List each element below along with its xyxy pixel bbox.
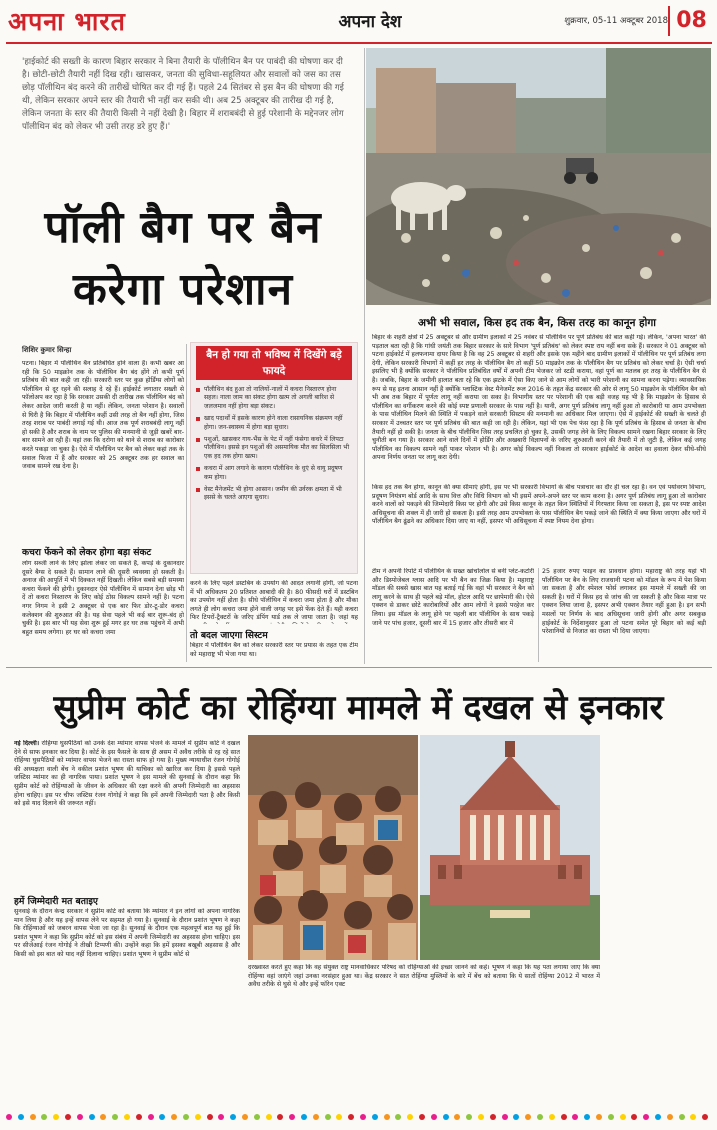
footer-dot [631,1114,637,1120]
footer-dot [159,1114,165,1120]
footer-dot [53,1114,59,1120]
header-rule [6,42,712,44]
footer-dot [419,1114,425,1120]
bullet-icon [196,388,200,392]
footer-dot [171,1114,177,1120]
byline: शिशिर कुमार सिन्हा [22,346,72,354]
footer-dot [100,1114,106,1120]
issue-date: शुक्रवार, 05-11 अक्टूबर 2018 [564,16,668,26]
highlight-item: खाद पदार्थों में इसके कारण होने वाला रासायनिक संक्रमण नहीं होगा। जन-स्वास्थ्य में होगा बड़ा सुधार। [196,415,352,432]
footer-dot [348,1114,354,1120]
footer-dot [384,1114,390,1120]
footer-dot [195,1114,201,1120]
column-divider [538,568,539,662]
footer-dot [325,1114,331,1120]
story2-para1: नई दिल्ली। रोहिंग्या घुसपैठियों को उनके देश म्यांमार वापस भेजने के मामले में सुप्रीम कोर्ट ने दखल देने से साफ इनकार कर दिया है। कोर्ट के इस फैसले के साथ ही असम में अवैध तरीके से रह रहे सात रोहिंग्या घुसपैठियों को म्यांमार वापस भेजने का रास्ता साफ हो गया है। मुख्य न्यायाधीश रंजन गोगोई की अध्यक्षता वाली बेंच ने वकील प्रशांत भूषण की याचिका को खारिज कर दिया है इससे पहले जस्टिस म्यांमार का ही नागरिक पाया। प्रशांत भूषण ने इस मामले की सुनवाई के दौरान कहा कि सुप्रीम कोर्ट को रोहिंग्याओं के जीवन के अधिकार की रक्षा करने की अपनी जिम्मेदारी का अहसास होना चाहिए। इस पर चीफ जस्टिस रंजन गोगोई ने कहा कि हमें अपनी जिम्मेदारी पता है और किसी को इसे याद दिलाने की जरूरत नहीं। [14,740,240,808]
footer-dot [584,1114,590,1120]
highlight-title: बैन हो गया तो भविष्य में दिखेंगे बड़े फायदे [196,346,352,380]
section-rule [6,667,712,668]
story2-subhead: हमें जिम्मेदारी मत बताइए [14,896,98,907]
footer-dot [124,1114,130,1120]
highlight-item: वेस्ट मैनेजमेंट भी होगा आसान। जमीन की उर्वरक क्षमता में भी इससे के चलते आएगा सुधार। [196,486,352,503]
footer-dot [30,1114,36,1120]
footer-dot [431,1114,437,1120]
footer-dot [148,1114,154,1120]
footer-dot [266,1114,272,1120]
footer-dot [301,1114,307,1120]
footer-dot [620,1114,626,1120]
footer-dot [289,1114,295,1120]
footer-dot [596,1114,602,1120]
story2-headline: सुप्रीम कोर्ट का रोहिंग्या मामले में दखल से इनकार [53,688,664,728]
bullet-icon [196,467,200,471]
footer-dot [207,1114,213,1120]
footer-dot [183,1114,189,1120]
rohingya-crowd-photo [248,735,418,960]
footer-dot [313,1114,319,1120]
footer-dot [360,1114,366,1120]
footer-dot [41,1114,47,1120]
bullet-icon [196,488,200,492]
page-number: 08 [668,6,713,36]
garbage-street-photo [366,48,711,305]
lead-col2-para2: बिहार में पॉलीथिन बैन को लेकर सरकारी स्तर पर प्रयास के तहत एक टीम को महाराष्ट्र भी भेजा गया था। [190,642,358,658]
footer-dot [702,1114,708,1120]
footer-dot [89,1114,95,1120]
footer-dot [254,1114,260,1120]
footer-dot [537,1114,543,1120]
lead-intro: 'हाईकोर्ट की सख्ती के कारण बिहार सरकार ने बिना तैयारी के पॉलीथिन बैन पर पाबंदी की घोषणा कर दी है। छोटी-छोटी तैयारी नहीं दिख रही। खासकर, जनता की सुविधा-सहूलियत और सवालों को जस का तस छोड़ पॉलीथिन बंद करने की तारीखें घोषित कर दी गई हैं। पहले 24 सितंबर से इस बैन की घोषणा की गई थी, लेकिन सरकार अपने स्तर की तैयारी भी नहीं कर सकी थी। अब 25 अक्टूबर की तारीख दी गई है, लेकिन जनता के स्तर की तैयारी किसी ने नहीं देखी है। बिहार में शराबबंदी से हुई परेशानी के मद्देनजर लोग पॉलीथिन बंद को लेकर भी उसी तरह डरे हुए हैं।' [22,57,344,133]
story2-spacer [604,740,708,741]
footer-dot [18,1114,24,1120]
lead-headline-line1: पॉली बैग पर बैन [44,202,322,253]
footer-dot [667,1114,673,1120]
footer-dot [454,1114,460,1120]
lead-headline-line2: करेगा परेशान [73,264,293,315]
photo-caption: अभी भी सवाल, किस हद तक बैन, किस तरह का कानून होगा [418,317,656,329]
column-divider [364,48,365,664]
footer-dot [230,1114,236,1120]
footer-dot [490,1114,496,1120]
footer-dot [561,1114,567,1120]
footer-dot [136,1114,142,1120]
footer-dot [443,1114,449,1120]
footer-color-dots [6,1112,712,1122]
footer-dot [643,1114,649,1120]
lead-right-para2: किस हद तक बैन होगा, कानून की क्या सीमाएं होंगी, इस पर भी सरकारी विभागों के बीच पत्राचार का दौर ही चल रहा है। वन एवं पर्यावरण विभाग, प्रदूषण नियंत्रण बोर्ड आदि के साथ वित्त और विधि विभाग को भी इसमें अपने-अपने स्तर पर काम करना है। अगर पूर्ण प्रतिबंध लागू हुआ तो कारोबार करने वालों को पकड़ने की जिम्मेदारी किस पर होगी और उसे किस कानून के तहत किन स्थितियों में गिरफ्तार किया जा सकता है, इस पर स्पष्ट आदेश अधिसूचना की शक्ल में ही जारी हो सकता है। इसी तरह आम उपभोक्ता के पास पॉलीथिन बैग पकड़े जाने की स्थिति में क्या किया जाएगा और घरों में पॉलीथिन बैग ढूंढने का अधिकार दिया जाए या नहीं, इसपर भी अधिसूचना में स्पष्ट नियम देना होगा। [372,484,706,526]
highlight-item: पशुओं, खासकर गाय-भैंस के पेट में नहीं फंसेगा कचरे में लिपटा पॉलीथिन। इससे इन पशुओं की असमायिक मौत का सिलसिला भी एक हद तक होगा खत्म। [196,436,352,461]
footer-dot [77,1114,83,1120]
masthead-logo: अपना भारत [8,7,126,36]
bullet-icon [196,438,200,442]
highlight-list [196,386,352,507]
footer-dot [513,1114,519,1120]
footer-dot [65,1114,71,1120]
footer-dot [407,1114,413,1120]
lead-right-col-b: 25 हजार रुपए फाइन का प्रावधान होगा। महाराष्ट्र की तरह यहां भी पॉलीथिन पर बैन के लिए राजधानी पटना को मॉडल के रूप में पेश किया जा सकता है और स्पेशल फोर्स लगाकर इस मामले में सख्ती की जा सकती है। घरों में किस हद से जांच की जा सकती है और किस मात्रा पर एक्शन लिया जाना है, इसपर अभी एक्शन तैयार नहीं हुआ है। इन सभी मसलों पर निर्णय के बाद अधिसूचना जारी होगी और अगर सबकुछ हाईकोर्ट के निर्देशानुसार हुआ तो पटना समेत पूरे बिहार को कई बड़ी परेशानियों से निजात का रास्ता भी दिया जाएगा। [542,568,706,636]
lead-subhead-garbage: कचरा फेंकने को लेकर होगा बड़ा संकट [22,547,152,558]
lead-right-col-a: टीम ने अपनी रिपोर्ट में पॉलीथिन के सख्त खांचोंलोल से बनी प्लेट-कटोरी और डिस्पोजेबल ग्लास आदि पर भी बैन का जिक्र किया है। महाराष्ट्र मॉडल की सबसे खास बात यह बताई गई कि वहां भी सरकार ने बैन को लागू करने के साथ ही पहले बड़े मॉल, होटल आदि पर छापेमारी की। ऐसे एक्शन से डाकर छोटे कारोबारियों और आम लोगों ने इससे परहेज कर लिया। इस मॉडल के लागू होने पर पहली बार पॉलीथिन के साथ पकड़े जाने पर पांच हजार, दूसरी बार में 15 हजार और तीसरी बार में [372,568,534,627]
footer-dot [372,1114,378,1120]
footer-dot [466,1114,472,1120]
lead-col2-para1: करने के लिए पहले डस्टबिन के उपयोग की आदत लगानी होगी, जो पटना में भी अधिकतम 20 प्रतिशत आबादी की है। 80 फीसदी घरों में डस्टबिन का उपयोग नहीं होता है। सीधे पॉलीथिन में कचरा जमा होता है और मौका लगते ही लोग कचरा जमा होने वाली जगह पर इसे फेंक देते हैं। यही कचरा फिर टिपरों-ट्रैक्टरों के जरिए डंपिंग यार्ड तक ले जाया जाता है। जहां यह [190,580,358,622]
section-title: अपना देश [338,12,402,32]
story2-para3: दरख्वास्त करते हुए कहा कि वह संयुक्त राष्ट्र मानवाधिकार परिषद को रोहिंग्याओं की इच्छा जानने को कहे। भूषण ने कहा कि यह पता लगाया जाए कि क्या रोहिंग्या वहां जाएंगे जहां उनका नरसंहार हुआ था। केंद्र सरकार ने सात रोहिंग्या मुस्लिमों के बारे में बेंच को बताया कि ये सातों रोहिंग्या 2012 में भारत में अवैध तरीके से घुसे थे और इन्हें फॉरेन एक्ट [248,964,600,989]
footer-dot [690,1114,696,1120]
footer-dot [242,1114,248,1120]
footer-dot [525,1114,531,1120]
footer-dot [502,1114,508,1120]
lead-col1-para2: लोग सब्जी लाने के लिए झोला लेकर जा सकते हैं, कपड़े के दुकानदार दूसरे बैग्स दे सकते हैं। सामान लाने की दूसरी व्यवस्था हो सकती है। अनाज की आपूर्ति में भी दिक्कत नहीं दिखती। लेकिन सबसे बड़ी समस्या कचरा फेंकने की होगी। दुकानदार ऐसे पॉलीथिन में सामान देना छोड़ भी दें तो कचरा निस्तारण के लिए कोई ठोस विकल्प सामने नहीं है। पटना नगर निगम ने इसी 2 अक्टूबर से एक बार फिर डोर-टू-डोर कचरा कलेक्शन की शुरुआत की है। यह सेवा पहले भी कई बार शुरू-बंद हो चुकी है। इस बार भी यह सेवा शुरू हुई मगर हर घर तक पहुंचने में अभी बहुत समय लगेगा। हर घर को कचरा जमा [22,560,184,636]
footer-dot [572,1114,578,1120]
supreme-court-photo [420,735,600,960]
lead-right-para1: बिहार के शहरी क्षेत्रों में 25 अक्टूबर से और ग्रामीण इलाकों में 25 नवंबर से पॉलीथिन पर पूर्ण प्रतिबंध की बात कही गई। लेकिन, 'अपना भारत' की पड़ताल बता रही है कि गांधी जयंती तक बिहार सरकार के सारे विभाग 'पूर्ण प्रतिबंध' को लेकर स्पष्ट राय नहीं बना सके हैं। सरकार ने 01 अक्टूबर को पटना हाईकोर्ट में हलफनामा दायर किया है कि वह 25 अक्टूबर से शहरी और इसके एक महीने बाद ग्रामीण इलाकों में पॉलीथिन पर पूर्ण प्रतिबंध लगा देगी, लेकिन सरकारी विभागों में कहीं हर तरह के पॉलीथिन बैग तो कहीं 50 माइक्रोन तक के पॉलीथिन बैग पर प्रतिबंध को लेकर चर्चा है। ऐसी चर्चा इसलिए भी है क्योंकि सरकार ने पॉलीथिन प्रतिबंधित वर्षों में अपनी टीम भेजकर जो स्टडी कराया, वहां पूर्ण का मतलब हर तरह के पॉलीथिन बैन से है। जबकि, बिहार के जमीनी हालात बता रहे कि एक झटके में ऐसा किए जाने से आम लोगों को भारी परेशानी का सामना करना पड़ेगा। व्यावसायिक रूप से यह इतना आसान नहीं है क्योंकि प्लास्टिक वेस्ट मैनेजमेंट रूल 2016 के तहत केंद्र सरकार की ओर से लागू 50 माइक्रोन के पॉलीथिन बैन को भी अब तक बिहार में पूर्णतः लागू नहीं कराया जा सका है। विभागीय स्तर पर परेशानी की एक बड़ी वजह यह भी है कि माइक्रोन के हिसाब से पॉलीथिन का वर्गीकरण करने की कोई स्पष्ट प्रणाली सरकार के पास नहीं है। यानी, अगर पूर्ण प्रतिबंध लागू नहीं हुआ तो कारोबारी या आम उपभोक्ता के पास पॉलीथिन मिलने की स्थिति में पकड़ने वाले सरकारी सिस्टम की मनमानी का अधिकार मिल जाएगा। ऐसे में हाईकोर्ट की सख्ती के चलते ही सरकार में उच्चतर स्तर पर पूर्ण प्रतिबंध की बात कही जा रही है। लेकिन, यहां भी एक पेच फंस रहा है कि पूर्ण प्रतिबंध के हिसाब से जनता के बीच तैयारी नहीं हो सकी है। जनता के बीच पॉलीथिन जिस तरह प्रचलित हो चुका है, उसकी जगह लेने के लिए विकल्प सामने रखना बिहार सरकार के लिए चुनौती बन गया है। सरकार आने वाले दिनों में होर्डिंग और अखबारी विज्ञापनों के जरिए शुरुआती करने की तैयारी में तो जुटी है, लेकिन कई जगह पॉलीथिन का विकल्प सामने नहीं पाकर परेशान भी है। अगर कोई विकल्प नहीं निकला तो सरकार हाईकोर्ट के आदेश का हवाला देकर सीधे-सीधे अपना निर्णय जनता पर लागू करा देगी। [372,334,706,462]
highlight-item: कचरा में आग लगाने के कारण पॉलीथिन के धुएं से वायु प्रदूषण कम होगा। [196,465,352,482]
footer-dot [395,1114,401,1120]
footer-dot [336,1114,342,1120]
bullet-icon [196,417,200,421]
highlight-item: पॉलीथिन बंद हुआ तो नालियों-नालों में कचरा निस्तारण होना सहल। नाला जाम का संकट होगा खत्म तो अगली बारिश से जलजमाव नहीं होगा बड़ा संकट। [196,386,352,411]
story2-para2: सुनवाई के दौरान केन्द्र सरकार ने सुप्रीम कोर्ट को बताया कि म्यांमार ने इन लोगों को अपना नागरिक मान लिया है और यह इन्हें वापस लेने पर सहमत हो गया है। सुनवाई के दौरान प्रशांत भूषण ने कहा कि रोहिंग्याओं को जबरन वापस भेजा जा रहा है। सुनवाई के दौरान एक महत्वपूर्ण बात यह हुई कि प्रशांत भूषण ने कहा कि सुप्रीम कोर्ट को इस संबंध में अपनी जिम्मेदारी का अहसास होना चाहिए। इस पर सीजेआई रंजन गोगोई ने तीखी टिप्पणी की। उन्होंने कहा कि हमें इसका बखूबी अहसास है और किसी को इस बात को याद नहीं दिलाना चाहिए। प्रशांत भूषण ने सुप्रीम कोर्ट से [14,908,240,958]
lead-subhead-system: तो बदल जाएगा सिस्टम [190,630,268,641]
footer-dot [655,1114,661,1120]
footer-dot [277,1114,283,1120]
footer-dot [112,1114,118,1120]
footer-dot [218,1114,224,1120]
dateline: नई दिल्ली। [14,740,40,747]
footer-dot [608,1114,614,1120]
footer-dot [679,1114,685,1120]
footer-dot [6,1114,12,1120]
lead-col1-para1: पटना। बिहार में पॉलीथिन बैन प्रतिबंधित होने वाला है। कभी खबर आ रही कि 50 माइक्रोन तक के पॉलीथिन बैग बंद होंगे तो कभी पूर्ण प्रतिबंध की बात कही जा रही। सरकारी स्तर पर कुछ होर्डिंग्स लोगों को पॉलीथिन से दूर रहने की सलाह दे रहे हैं। हाईकोर्ट लगातार सख्ती से फॉलोअप कर रहा है कि सरकार उसकी दी तारीख तक पॉलीथिन बंद को लेकर आदेश जारी करती है या नहीं। लेकिन, जनता परेशान है। सवालों से घिरी है कि बिहार में पॉलीथिन कहीं उसी तरह तो बैन नहीं होगा, जिस तरह शराब पर पाबंदी लगाई गई थी। आज तक पूर्ण शराबबंदी लागू नहीं हो सकी है और शराब के नाम पर पुलिस की मनमानी से जुड़ी खबरें बार-बार सामने आ रही हैं। यहां तक कि दरोगा को थाने से शराब का कारोबार करते पकड़ा जा चुका है। ऐसे में पॉलीथिन पर बैन को लेकर कहां तक के सवाल फिजा में हैं और सरकार को 25 अक्टूबर तक हर सवाल का जवाब सामने रख देना है। [22,360,184,471]
footer-dot [478,1114,484,1120]
footer-dot [549,1114,555,1120]
column-divider [186,344,187,662]
